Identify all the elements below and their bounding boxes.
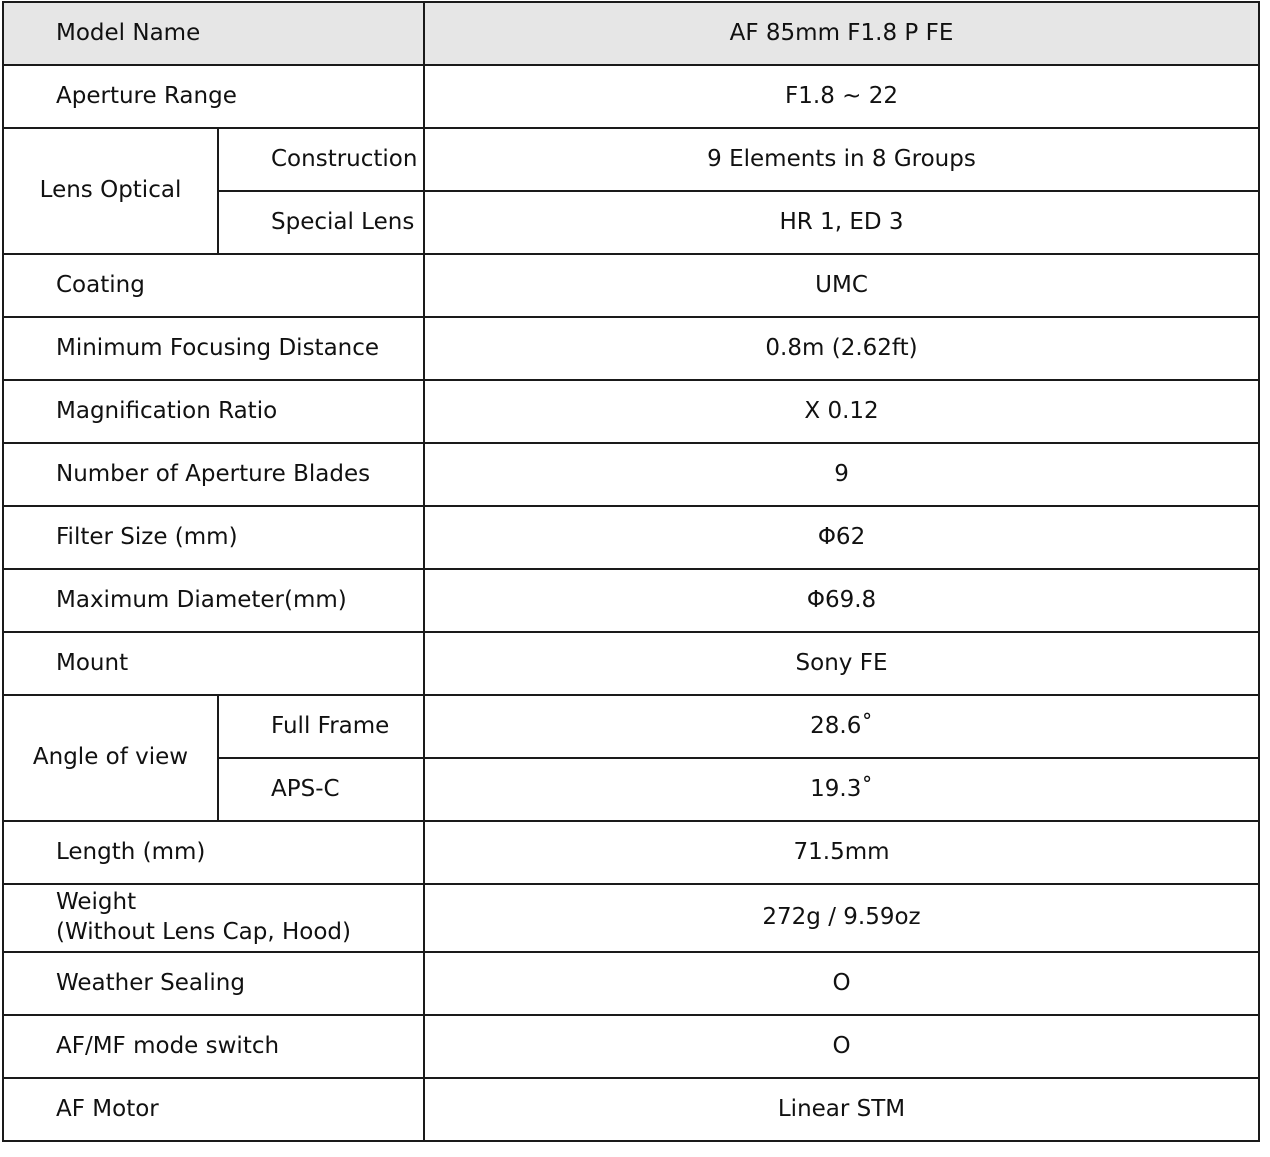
coating-value: UMC — [424, 254, 1259, 317]
weather-sealing-label: Weather Sealing — [3, 952, 424, 1015]
full-frame-value: 28.6˚ — [424, 695, 1259, 758]
aps-c-value: 19.3˚ — [424, 758, 1259, 821]
model-name-value: AF 85mm F1.8 P FE — [424, 2, 1259, 65]
af-mf-switch-label: AF/MF mode switch — [3, 1015, 424, 1078]
special-lens-value: HR 1, ED 3 — [424, 191, 1259, 254]
table-row-max-diameter — [3, 569, 1259, 632]
model-name-label: Model Name — [3, 2, 424, 65]
angle-of-view-label: Angle of view — [3, 695, 218, 821]
filter-size-label: Filter Size (mm) — [3, 506, 424, 569]
weight-label-line1: Weight — [56, 889, 137, 916]
special-lens-label: Special Lens — [218, 191, 424, 254]
table-row-filter-size — [3, 506, 1259, 569]
table-row-mount — [3, 632, 1259, 695]
table-row-af-motor — [3, 1078, 1259, 1141]
table-row-min-focus — [3, 317, 1259, 380]
min-focus-value: 0.8m (2.62ft) — [424, 317, 1259, 380]
weight-label-line2: (Without Lens Cap, Hood) — [56, 919, 351, 945]
full-frame-label: Full Frame — [218, 695, 424, 758]
weight-label — [3, 884, 424, 952]
max-diameter-value: Φ69.8 — [424, 569, 1259, 632]
blades-label: Number of Aperture Blades — [3, 443, 424, 506]
spec-table — [2, 1, 1260, 1142]
table-row-magnification — [3, 380, 1259, 443]
table-row-weather-sealing — [3, 952, 1259, 1015]
blades-value: 9 — [424, 443, 1259, 506]
table-row-aperture-range — [3, 65, 1259, 128]
table-row-af-mf-switch — [3, 1015, 1259, 1078]
aps-c-label: APS-C — [218, 758, 424, 821]
coating-label: Coating — [3, 254, 424, 317]
weather-sealing-value: O — [424, 952, 1259, 1015]
table-row-full-frame — [3, 695, 1259, 758]
table-row-coating — [3, 254, 1259, 317]
table-row-construction — [3, 128, 1259, 191]
magnification-value: X 0.12 — [424, 380, 1259, 443]
table-row-model-name — [3, 2, 1259, 65]
weight-value: 272g / 9.59oz — [424, 884, 1259, 952]
magnification-label: Magnification Ratio — [3, 380, 424, 443]
lens-optical-label: Lens Optical — [3, 128, 218, 254]
table-row-weight — [3, 884, 1259, 952]
aperture-range-value: F1.8 ~ 22 — [424, 65, 1259, 128]
table-row-blades — [3, 443, 1259, 506]
af-motor-value: Linear STM — [424, 1078, 1259, 1141]
length-value: 71.5mm — [424, 821, 1259, 884]
construction-label: Construction — [218, 128, 424, 191]
mount-label: Mount — [3, 632, 424, 695]
max-diameter-label: Maximum Diameter(mm) — [3, 569, 424, 632]
min-focus-label: Minimum Focusing Distance — [3, 317, 424, 380]
length-label: Length (mm) — [3, 821, 424, 884]
aperture-range-label: Aperture Range — [3, 65, 424, 128]
mount-value: Sony FE — [424, 632, 1259, 695]
af-motor-label: AF Motor — [3, 1078, 424, 1141]
construction-value: 9 Elements in 8 Groups — [424, 128, 1259, 191]
table-row-length — [3, 821, 1259, 884]
af-mf-switch-value: O — [424, 1015, 1259, 1078]
filter-size-value: Φ62 — [424, 506, 1259, 569]
